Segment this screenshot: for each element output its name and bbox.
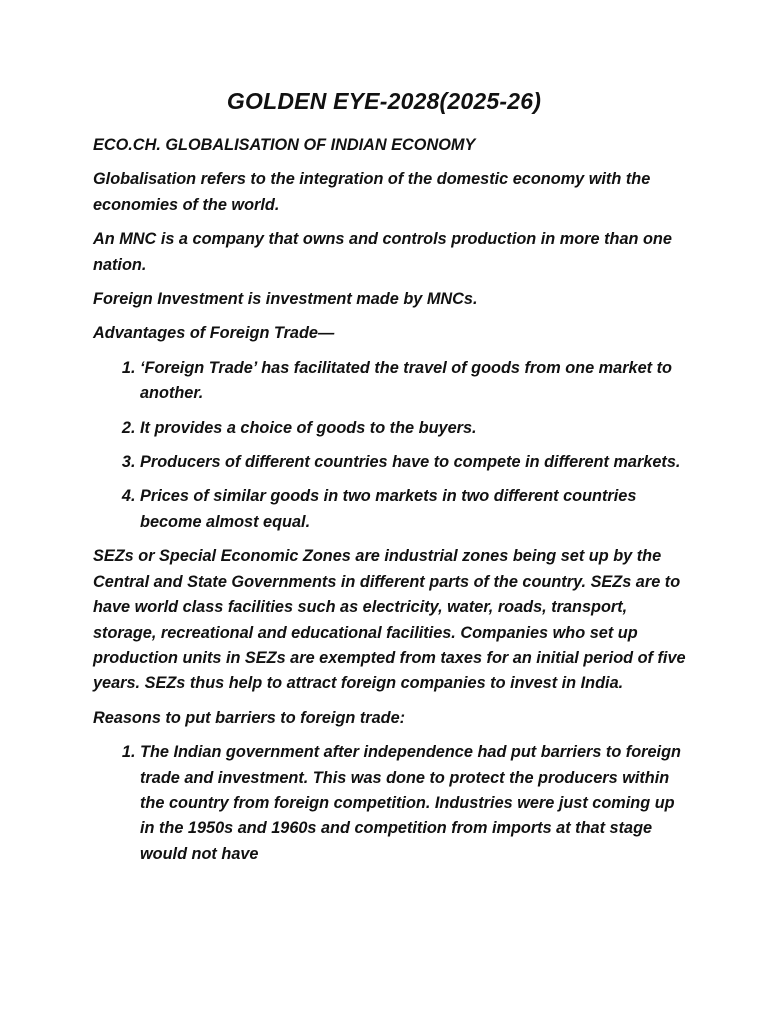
foreign-investment-definition: Foreign Investment is investment made by MNCs. (93, 290, 478, 309)
document-body (93, 133, 693, 876)
advantages-list (93, 356, 693, 535)
mnc-definition: An MNC is a company that owns and controls production in more than one nation. (93, 230, 672, 274)
advantages-heading: Advantages of Foreign Trade— (93, 324, 335, 343)
barriers-heading: Reasons to put barriers to foreign trade: (93, 708, 406, 727)
chapter-heading: ECO.CH. GLOBALISATION OF INDIAN ECONOMY (93, 136, 476, 154)
list-item: 4. Prices of similar goods in two markets in two different countries become almost equal. (140, 484, 693, 535)
barriers-list (93, 740, 693, 867)
list-item: 2. It provides a choice of goods to the buyers. (140, 416, 693, 441)
list-item: 1. The Indian government after independence had put barriers to foreign trade and investment. This was done to protect the producers within the country from foreign competition. Industries were just coming up in the 1950s and 1960s and competition from imports at that stage would not have (140, 740, 693, 867)
list-item: 3. Producers of different countries have to compete in different markets. (140, 450, 693, 475)
globalisation-definition: Globalisation refers to the integration of the domestic economy with the economies of the world. (93, 170, 651, 214)
sez-paragraph: SEZs or Special Economic Zones are industrial zones being set up by the Central and State Governments in different parts of the country. SEZs are to have world class facilities such as electricity, water, roads, transport, storage, recreational and educational facilities. Companies who set up production units in SEZs are exempted from taxes for an initial period of five years. SEZs thus help to attract foreign companies to invest in India. (93, 547, 686, 693)
document-title: GOLDEN EYE-2028(2025-26) (226, 88, 542, 114)
list-item: 1. ‘Foreign Trade’ has facilitated the travel of goods from one market to another. (140, 356, 693, 407)
